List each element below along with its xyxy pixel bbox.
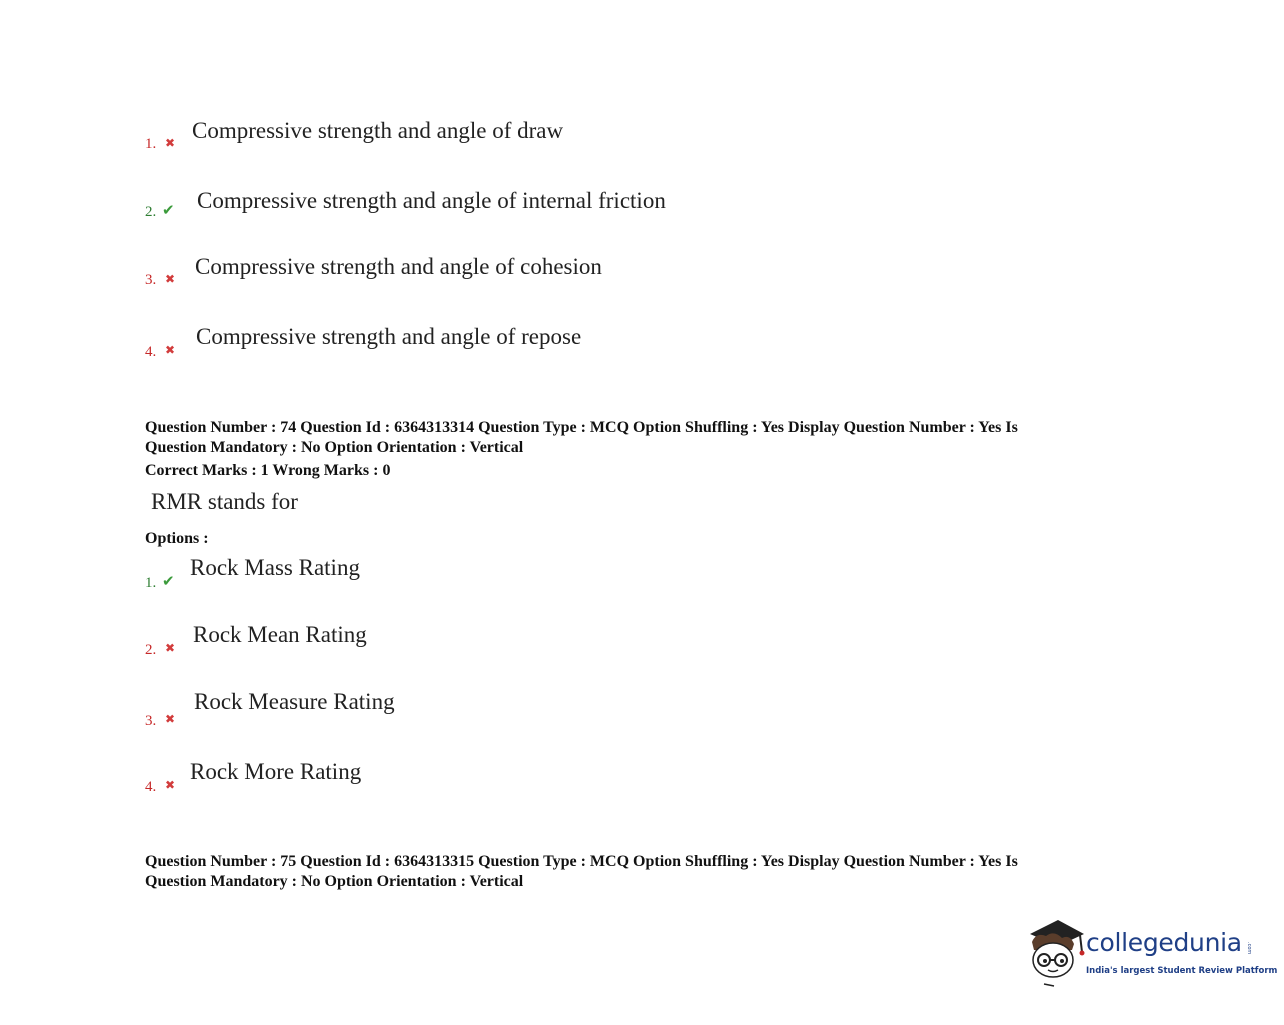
question-meta-line: Question Mandatory : No Option Orientation : Vertical <box>145 873 524 890</box>
option-text: Rock Measure Rating <box>194 689 395 714</box>
brand-suffix: .com <box>1246 942 1252 955</box>
cross-icon: ✖ <box>165 136 176 150</box>
cross-icon: ✖ <box>165 778 176 792</box>
options-label: Options : <box>145 530 209 547</box>
cross-icon: ✖ <box>165 343 176 357</box>
option-text: Rock More Rating <box>190 759 362 784</box>
question-meta-line: Question Number : 74 Question Id : 6364313314 Question Type : MCQ Option Shuffling : Yes Display Question Number : Yes Is <box>145 419 1018 436</box>
mascot-icon <box>1024 918 1086 990</box>
option-number: 4. <box>145 779 157 795</box>
option-text: Compressive strength and angle of repose <box>196 324 582 349</box>
cross-icon: ✖ <box>165 641 176 655</box>
brand-name: collegedunia <box>1086 928 1242 957</box>
option-number: 3. <box>145 272 157 288</box>
check-icon: ✔ <box>162 572 175 590</box>
collegedunia-logo <box>1024 918 1278 990</box>
option-number: 4. <box>145 344 157 360</box>
question-meta-line: Question Number : 75 Question Id : 6364313315 Question Type : MCQ Option Shuffling : Yes Display Question Number : Yes Is <box>145 853 1018 870</box>
option-text: Compressive strength and angle of draw <box>192 118 564 143</box>
check-icon: ✔ <box>162 201 175 219</box>
option-number: 3. <box>145 713 157 729</box>
question-text: RMR stands for <box>151 489 298 514</box>
option-number: 2. <box>145 642 157 658</box>
cross-icon: ✖ <box>165 272 176 286</box>
question-meta-line: Question Mandatory : No Option Orientation : Vertical <box>145 439 524 456</box>
option-text: Rock Mean Rating <box>193 622 367 647</box>
option-text: Compressive strength and angle of internal friction <box>197 188 666 213</box>
marks-line: Correct Marks : 1 Wrong Marks : 0 <box>145 462 391 479</box>
option-text: Rock Mass Rating <box>190 555 360 580</box>
brand-tagline: India's largest Student Review Platform <box>1086 966 1278 976</box>
cross-icon: ✖ <box>165 712 176 726</box>
option-number: 1. <box>145 136 157 152</box>
option-number: 1. <box>145 575 157 591</box>
option-text: Compressive strength and angle of cohesion <box>195 254 602 279</box>
option-number: 2. <box>145 204 157 220</box>
